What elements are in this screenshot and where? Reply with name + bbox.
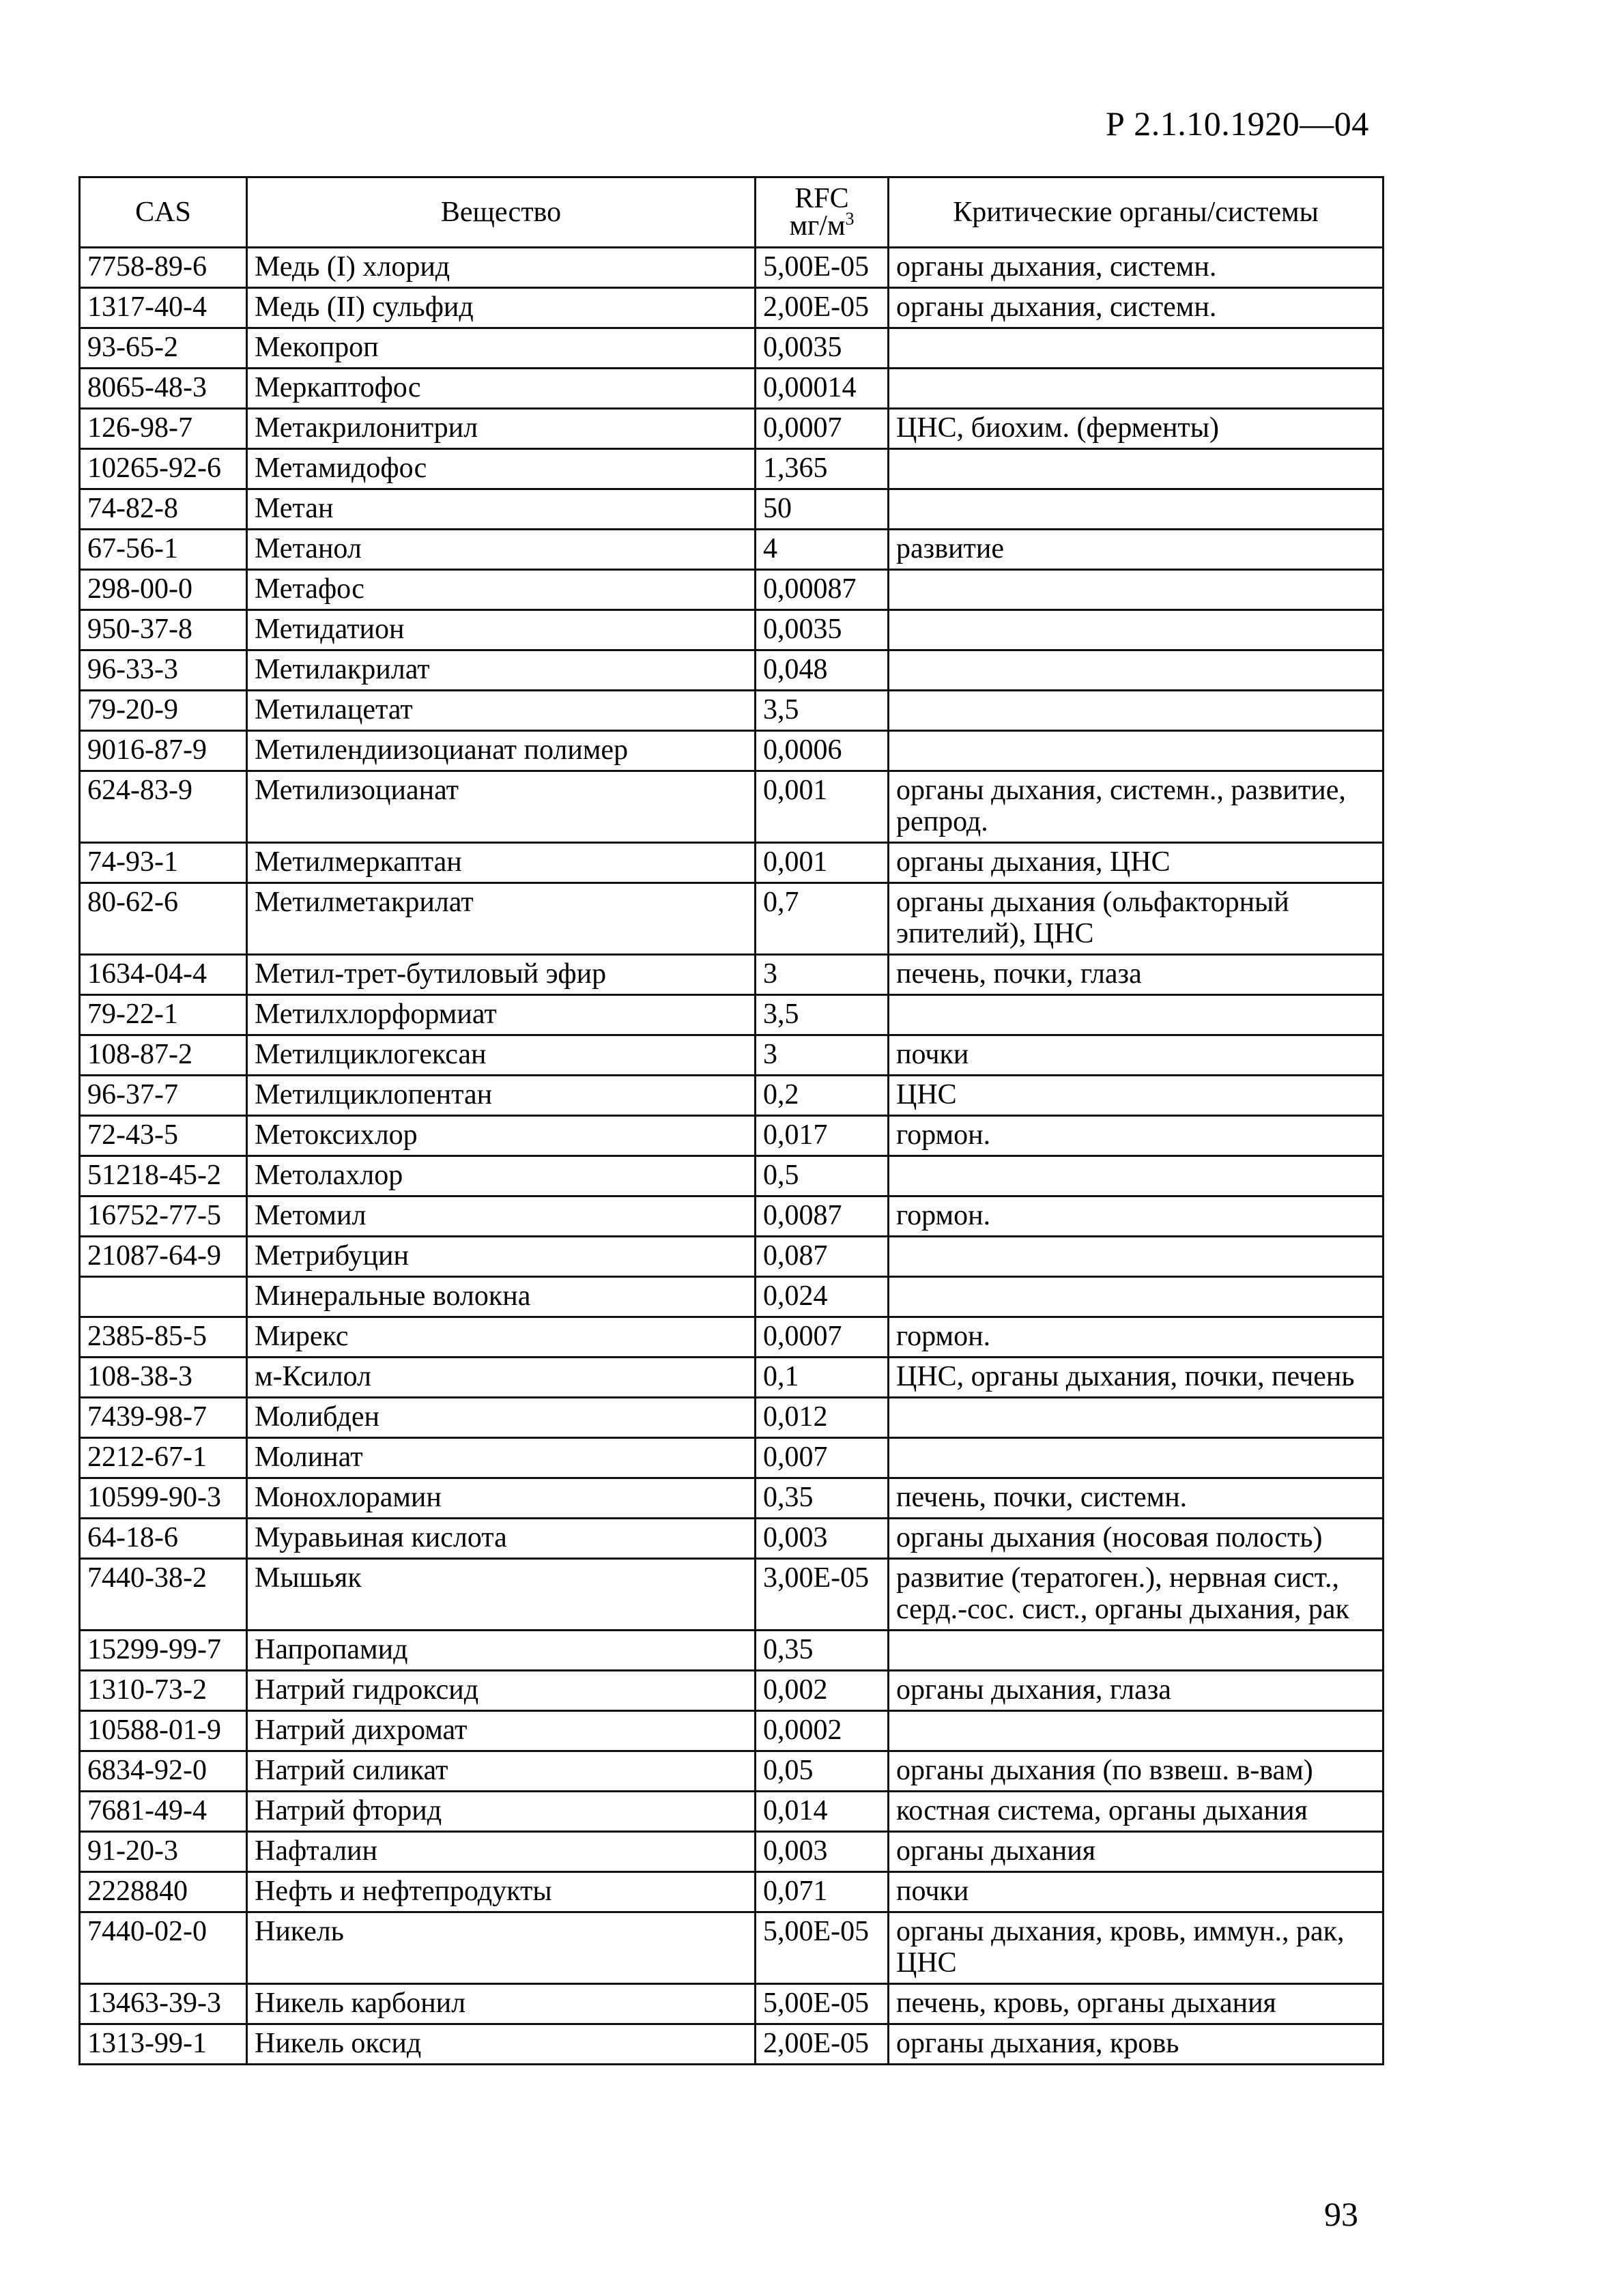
cell-substance: Метафос bbox=[247, 570, 756, 610]
cell-substance: Напропамид bbox=[247, 1631, 756, 1671]
cell-rfc: 0,0087 bbox=[756, 1196, 889, 1237]
cell-cas: 1310-73-2 bbox=[80, 1671, 247, 1711]
cell-cas: 10588-01-9 bbox=[80, 1711, 247, 1751]
cell-cas: 13463-39-3 bbox=[80, 1984, 247, 2024]
cell-substance: Метолахлор bbox=[247, 1156, 756, 1196]
rfc-table bbox=[78, 176, 1384, 2065]
cell-substance: Молибден bbox=[247, 1398, 756, 1438]
cell-substance: Натрий силикат bbox=[247, 1751, 756, 1792]
table-row bbox=[80, 1317, 1383, 1358]
cell-rfc: 0,0006 bbox=[756, 731, 889, 771]
cell-organs: органы дыхания, кровь, иммун., рак, ЦНС bbox=[889, 1912, 1383, 1984]
cell-cas: 10599-90-3 bbox=[80, 1478, 247, 1519]
cell-substance: Метилмеркаптан bbox=[247, 843, 756, 883]
cell-rfc: 5,00E-05 bbox=[756, 1912, 889, 1984]
table-row bbox=[80, 1832, 1383, 1872]
cell-cas: 93-65-2 bbox=[80, 328, 247, 369]
cell-organs: органы дыхания, кровь bbox=[889, 2024, 1383, 2065]
table-row bbox=[80, 1792, 1383, 1832]
table-row bbox=[80, 489, 1383, 530]
cell-rfc: 0,001 bbox=[756, 843, 889, 883]
cell-substance: Медь (I) хлорид bbox=[247, 248, 756, 288]
cell-rfc: 3,00E-05 bbox=[756, 1559, 889, 1631]
table-row bbox=[80, 1711, 1383, 1751]
cell-cas: 80-62-6 bbox=[80, 883, 247, 955]
cell-substance: Натрий фторид bbox=[247, 1792, 756, 1832]
cell-substance: Никель оксид bbox=[247, 2024, 756, 2065]
table-row bbox=[80, 1398, 1383, 1438]
cell-cas: 91-20-3 bbox=[80, 1832, 247, 1872]
cell-rfc: 0,048 bbox=[756, 650, 889, 691]
cell-cas: 126-98-7 bbox=[80, 409, 247, 449]
cell-rfc: 0,35 bbox=[756, 1631, 889, 1671]
cell-organs bbox=[889, 691, 1383, 731]
cell-organs bbox=[889, 489, 1383, 530]
cell-rfc: 2,00E-05 bbox=[756, 2024, 889, 2065]
cell-substance: Молинат bbox=[247, 1438, 756, 1478]
table-row bbox=[80, 1076, 1383, 1116]
cell-substance: Мышьяк bbox=[247, 1559, 756, 1631]
cell-rfc: 0,017 bbox=[756, 1116, 889, 1156]
cell-organs bbox=[889, 449, 1383, 489]
table-row bbox=[80, 1671, 1383, 1711]
cell-cas bbox=[80, 1277, 247, 1317]
cell-substance: Мекопроп bbox=[247, 328, 756, 369]
cell-rfc: 0,0035 bbox=[756, 610, 889, 650]
cell-organs bbox=[889, 369, 1383, 409]
cell-rfc: 0,007 bbox=[756, 1438, 889, 1478]
cell-organs bbox=[889, 995, 1383, 1035]
table-row bbox=[80, 843, 1383, 883]
table-row bbox=[80, 1035, 1383, 1076]
cell-rfc: 50 bbox=[756, 489, 889, 530]
cell-organs: печень, почки, системн. bbox=[889, 1478, 1383, 1519]
cell-cas: 298-00-0 bbox=[80, 570, 247, 610]
cell-cas: 2228840 bbox=[80, 1872, 247, 1912]
cell-substance: Метилизоцианат bbox=[247, 771, 756, 843]
table-row bbox=[80, 1984, 1383, 2024]
cell-cas: 2385-85-5 bbox=[80, 1317, 247, 1358]
cell-substance: Никель bbox=[247, 1912, 756, 1984]
cell-organs: печень, кровь, органы дыхания bbox=[889, 1984, 1383, 2024]
cell-rfc: 0,002 bbox=[756, 1671, 889, 1711]
table-row bbox=[80, 771, 1383, 843]
cell-rfc: 0,2 bbox=[756, 1076, 889, 1116]
cell-substance: Метил-трет-бутиловый эфир bbox=[247, 955, 756, 995]
cell-substance: Метомил bbox=[247, 1196, 756, 1237]
table-row bbox=[80, 1519, 1383, 1559]
header-rfc-line2: мг/м bbox=[789, 210, 846, 242]
table-row bbox=[80, 610, 1383, 650]
cell-rfc: 0,071 bbox=[756, 1872, 889, 1912]
cell-substance: Натрий гидроксид bbox=[247, 1671, 756, 1711]
table-row bbox=[80, 288, 1383, 328]
cell-cas: 67-56-1 bbox=[80, 530, 247, 570]
cell-cas: 108-38-3 bbox=[80, 1358, 247, 1398]
cell-cas: 2212-67-1 bbox=[80, 1438, 247, 1478]
cell-cas: 9016-87-9 bbox=[80, 731, 247, 771]
cell-organs: органы дыхания (носовая полость) bbox=[889, 1519, 1383, 1559]
cell-substance: Минеральные волокна bbox=[247, 1277, 756, 1317]
cell-organs: почки bbox=[889, 1872, 1383, 1912]
cell-cas: 21087-64-9 bbox=[80, 1237, 247, 1277]
cell-substance: Метилацетат bbox=[247, 691, 756, 731]
cell-substance: Метамидофос bbox=[247, 449, 756, 489]
cell-organs: костная система, органы дыхания bbox=[889, 1792, 1383, 1832]
cell-substance: Метилендиизоцианат полимер bbox=[247, 731, 756, 771]
cell-substance: Метакрилонитрил bbox=[247, 409, 756, 449]
cell-rfc: 2,00E-05 bbox=[756, 288, 889, 328]
cell-organs: почки bbox=[889, 1035, 1383, 1076]
cell-organs: развитие (тератоген.), нервная сист., серд.-сос. сист., органы дыхания, рак bbox=[889, 1559, 1383, 1631]
cell-cas: 10265-92-6 bbox=[80, 449, 247, 489]
cell-organs bbox=[889, 570, 1383, 610]
table-row bbox=[80, 2024, 1383, 2065]
cell-organs bbox=[889, 1237, 1383, 1277]
cell-rfc: 0,00014 bbox=[756, 369, 889, 409]
table-row bbox=[80, 995, 1383, 1035]
table-row bbox=[80, 369, 1383, 409]
table-row bbox=[80, 1196, 1383, 1237]
cell-substance: Нефть и нефтепродукты bbox=[247, 1872, 756, 1912]
cell-organs: органы дыхания, системн. bbox=[889, 248, 1383, 288]
cell-organs bbox=[889, 1438, 1383, 1478]
cell-substance: Метилхлорформиат bbox=[247, 995, 756, 1035]
table-row bbox=[80, 1631, 1383, 1671]
cell-rfc: 0,012 bbox=[756, 1398, 889, 1438]
cell-cas: 74-82-8 bbox=[80, 489, 247, 530]
cell-cas: 8065-48-3 bbox=[80, 369, 247, 409]
table-row bbox=[80, 449, 1383, 489]
cell-organs bbox=[889, 1631, 1383, 1671]
cell-cas: 7440-38-2 bbox=[80, 1559, 247, 1631]
cell-cas: 1313-99-1 bbox=[80, 2024, 247, 2065]
cell-substance: Метан bbox=[247, 489, 756, 530]
cell-cas: 74-93-1 bbox=[80, 843, 247, 883]
cell-rfc: 0,0007 bbox=[756, 409, 889, 449]
cell-organs: ЦНС, биохим. (ферменты) bbox=[889, 409, 1383, 449]
cell-cas: 96-37-7 bbox=[80, 1076, 247, 1116]
cell-organs: гормон. bbox=[889, 1317, 1383, 1358]
cell-rfc: 3 bbox=[756, 1035, 889, 1076]
cell-cas: 79-20-9 bbox=[80, 691, 247, 731]
cell-cas: 1317-40-4 bbox=[80, 288, 247, 328]
cell-substance: Нафталин bbox=[247, 1832, 756, 1872]
table-row bbox=[80, 955, 1383, 995]
cell-rfc: 0,1 bbox=[756, 1358, 889, 1398]
cell-rfc: 3,5 bbox=[756, 995, 889, 1035]
table-row bbox=[80, 1237, 1383, 1277]
cell-cas: 1634-04-4 bbox=[80, 955, 247, 995]
cell-substance: Монохлорамин bbox=[247, 1478, 756, 1519]
cell-cas: 624-83-9 bbox=[80, 771, 247, 843]
cell-substance: м-Ксилол bbox=[247, 1358, 756, 1398]
cell-substance: Мирекс bbox=[247, 1317, 756, 1358]
header-organs: Критические органы/системы bbox=[889, 177, 1383, 248]
rfc-table-container bbox=[78, 176, 1382, 2065]
cell-substance: Метанол bbox=[247, 530, 756, 570]
cell-rfc: 5,00E-05 bbox=[756, 248, 889, 288]
table-row bbox=[80, 731, 1383, 771]
cell-organs: развитие bbox=[889, 530, 1383, 570]
cell-rfc: 0,0007 bbox=[756, 1317, 889, 1358]
table-row bbox=[80, 530, 1383, 570]
document-code: Р 2.1.10.1920—04 bbox=[1106, 104, 1369, 143]
cell-organs: органы дыхания, ЦНС bbox=[889, 843, 1383, 883]
cell-cas: 72-43-5 bbox=[80, 1116, 247, 1156]
cell-organs: ЦНС, органы дыхания, почки, печень bbox=[889, 1358, 1383, 1398]
cell-rfc: 0,0035 bbox=[756, 328, 889, 369]
cell-organs: ЦНС bbox=[889, 1076, 1383, 1116]
cell-organs: органы дыхания, глаза bbox=[889, 1671, 1383, 1711]
table-header-row bbox=[80, 177, 1383, 248]
cell-cas: 6834-92-0 bbox=[80, 1751, 247, 1792]
table-body bbox=[80, 248, 1383, 2065]
cell-organs bbox=[889, 731, 1383, 771]
table-row bbox=[80, 1358, 1383, 1398]
cell-substance: Муравьиная кислота bbox=[247, 1519, 756, 1559]
cell-cas: 7681-49-4 bbox=[80, 1792, 247, 1832]
header-cas: CAS bbox=[80, 177, 247, 248]
table-row bbox=[80, 409, 1383, 449]
cell-organs bbox=[889, 1711, 1383, 1751]
cell-cas: 96-33-3 bbox=[80, 650, 247, 691]
cell-cas: 51218-45-2 bbox=[80, 1156, 247, 1196]
table-row bbox=[80, 1156, 1383, 1196]
table-row bbox=[80, 1116, 1383, 1156]
table-row bbox=[80, 1751, 1383, 1792]
cell-organs: органы дыхания bbox=[889, 1832, 1383, 1872]
cell-rfc: 0,5 bbox=[756, 1156, 889, 1196]
cell-rfc: 0,024 bbox=[756, 1277, 889, 1317]
cell-organs bbox=[889, 1156, 1383, 1196]
table-row bbox=[80, 1277, 1383, 1317]
cell-cas: 16752-77-5 bbox=[80, 1196, 247, 1237]
cell-organs: органы дыхания (ольфакторный эпителий), ЦНС bbox=[889, 883, 1383, 955]
cell-substance: Метилциклогексан bbox=[247, 1035, 756, 1076]
header-rfc-sup: 3 bbox=[845, 209, 855, 229]
cell-rfc: 0,003 bbox=[756, 1519, 889, 1559]
cell-rfc: 3,5 bbox=[756, 691, 889, 731]
cell-substance: Метоксихлор bbox=[247, 1116, 756, 1156]
cell-rfc: 0,00087 bbox=[756, 570, 889, 610]
table-row bbox=[80, 1478, 1383, 1519]
cell-substance: Метрибуцин bbox=[247, 1237, 756, 1277]
header-rfc-line1: RFC bbox=[794, 183, 849, 214]
table-row bbox=[80, 328, 1383, 369]
cell-rfc: 0,7 bbox=[756, 883, 889, 955]
cell-rfc: 0,087 bbox=[756, 1237, 889, 1277]
cell-rfc: 0,003 bbox=[756, 1832, 889, 1872]
cell-organs: гормон. bbox=[889, 1196, 1383, 1237]
table-row bbox=[80, 650, 1383, 691]
table-row bbox=[80, 1872, 1383, 1912]
table-row bbox=[80, 691, 1383, 731]
cell-organs bbox=[889, 328, 1383, 369]
cell-substance: Метилакрилат bbox=[247, 650, 756, 691]
cell-rfc: 3 bbox=[756, 955, 889, 995]
page-number: 93 bbox=[1324, 2195, 1358, 2233]
cell-rfc: 1,365 bbox=[756, 449, 889, 489]
cell-rfc: 0,05 bbox=[756, 1751, 889, 1792]
table-row bbox=[80, 570, 1383, 610]
cell-rfc: 4 bbox=[756, 530, 889, 570]
table-row bbox=[80, 1912, 1383, 1984]
table-row bbox=[80, 1438, 1383, 1478]
cell-substance: Медь (II) сульфид bbox=[247, 288, 756, 328]
cell-rfc: 0,014 bbox=[756, 1792, 889, 1832]
cell-rfc: 0,001 bbox=[756, 771, 889, 843]
cell-organs: гормон. bbox=[889, 1116, 1383, 1156]
cell-cas: 15299-99-7 bbox=[80, 1631, 247, 1671]
cell-substance: Метидатион bbox=[247, 610, 756, 650]
cell-cas: 64-18-6 bbox=[80, 1519, 247, 1559]
header-rfc bbox=[756, 177, 889, 248]
cell-substance: Меркаптофос bbox=[247, 369, 756, 409]
cell-organs: органы дыхания, системн. bbox=[889, 288, 1383, 328]
cell-rfc: 0,35 bbox=[756, 1478, 889, 1519]
cell-substance: Метилциклопентан bbox=[247, 1076, 756, 1116]
cell-organs bbox=[889, 650, 1383, 691]
cell-cas: 79-22-1 bbox=[80, 995, 247, 1035]
header-substance: Вещество bbox=[247, 177, 756, 248]
cell-cas: 950-37-8 bbox=[80, 610, 247, 650]
table-row bbox=[80, 1559, 1383, 1631]
cell-organs bbox=[889, 1398, 1383, 1438]
cell-rfc: 0,0002 bbox=[756, 1711, 889, 1751]
cell-rfc: 5,00E-05 bbox=[756, 1984, 889, 2024]
table-row bbox=[80, 883, 1383, 955]
cell-cas: 7440-02-0 bbox=[80, 1912, 247, 1984]
cell-substance: Никель карбонил bbox=[247, 1984, 756, 2024]
cell-organs: органы дыхания, системн., развитие, репрод. bbox=[889, 771, 1383, 843]
table-row bbox=[80, 248, 1383, 288]
cell-organs: органы дыхания (по взвеш. в-вам) bbox=[889, 1751, 1383, 1792]
cell-organs bbox=[889, 610, 1383, 650]
cell-substance: Метилметакрилат bbox=[247, 883, 756, 955]
cell-cas: 7758-89-6 bbox=[80, 248, 247, 288]
cell-organs: печень, почки, глаза bbox=[889, 955, 1383, 995]
cell-organs bbox=[889, 1277, 1383, 1317]
cell-cas: 7439-98-7 bbox=[80, 1398, 247, 1438]
cell-cas: 108-87-2 bbox=[80, 1035, 247, 1076]
cell-substance: Натрий дихромат bbox=[247, 1711, 756, 1751]
